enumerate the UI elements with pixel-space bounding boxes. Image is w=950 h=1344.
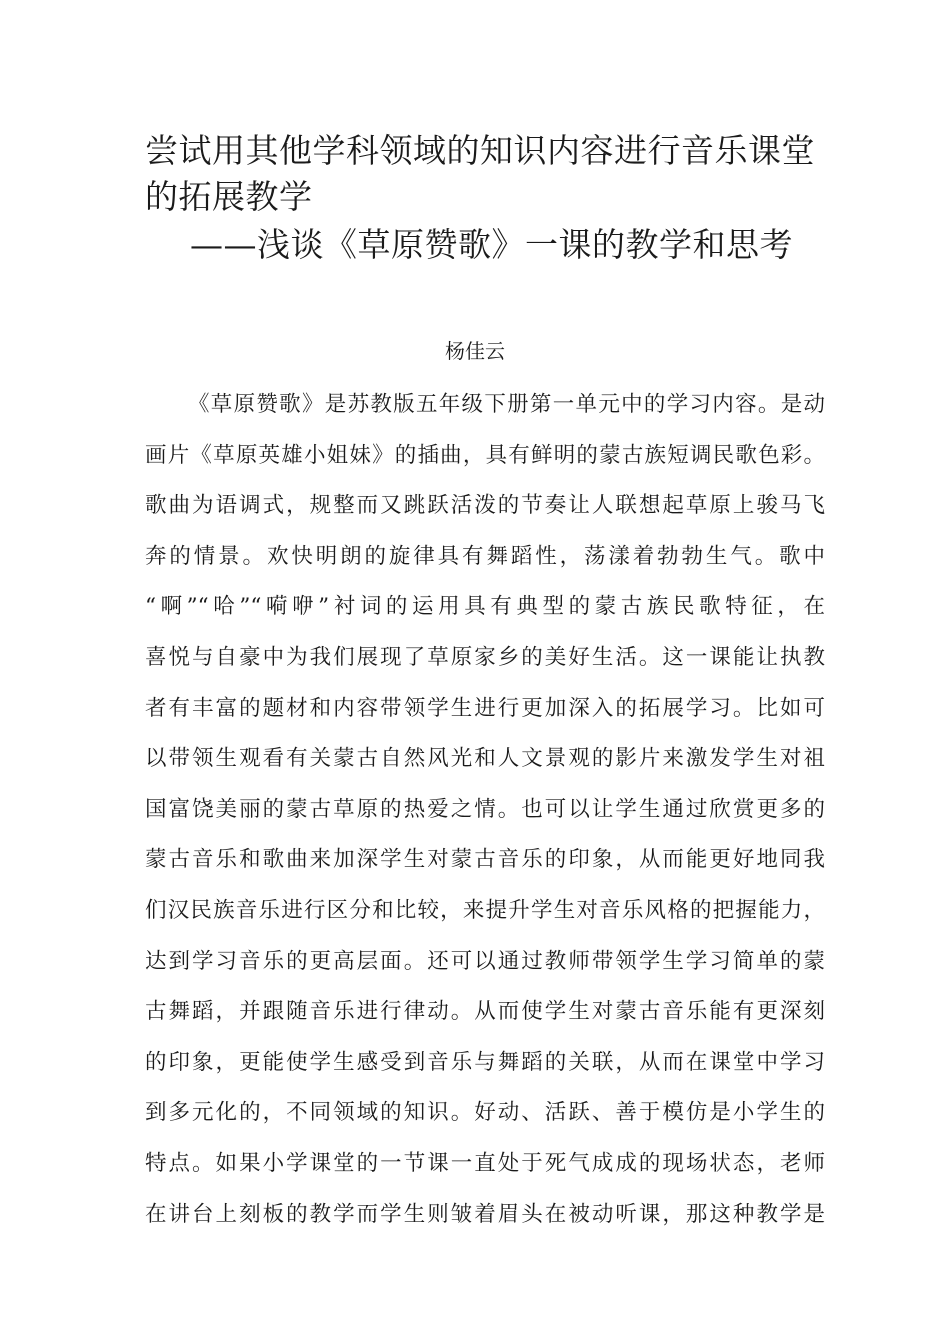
- body-line: 喜悦与自豪中为我们展现了草原家乡的美好生活。这一课能让执教: [145, 644, 825, 670]
- title-line: 尝试用其他学科领域的知识内容进行音乐课堂: [145, 131, 815, 170]
- document-subtitle: ——浅谈《草原赞歌》一课的教学和思考: [190, 225, 793, 264]
- body-line: 画片《草原英雄小姐妹》的插曲，具有鲜明的蒙古族短调民歌色彩。: [145, 442, 825, 468]
- body-line: 古舞蹈，并跟随音乐进行律动。从而使学生对蒙古音乐能有更深刻: [145, 999, 825, 1025]
- body-line: 者有丰富的题材和内容带领学生进行更加深入的拓展学习。比如可: [145, 695, 825, 721]
- body-line: 国富饶美丽的蒙古草原的热爱之情。也可以让学生通过欣赏更多的: [145, 796, 825, 822]
- body-line: 歌曲为语调式，规整而又跳跃活泼的节奏让人联想起草原上骏马飞: [145, 493, 825, 519]
- body-line: 到多元化的，不同领域的知识。好动、活跃、善于模仿是小学生的: [145, 1100, 825, 1126]
- title-line: 的拓展教学: [145, 177, 313, 216]
- body-line: 达到学习音乐的更高层面。还可以通过教师带领学生学习简单的蒙: [145, 948, 825, 974]
- body-line: 的印象，更能使学生感受到音乐与舞蹈的关联，从而在课堂中学习: [145, 1049, 825, 1075]
- body-text: [145, 380, 825, 1240]
- body-line: 们汉民族音乐进行区分和比较，来提升学生对音乐风格的把握能力，: [145, 897, 825, 923]
- body-line: “啊”“哈”“嗬咿”衬词的运用具有典型的蒙古族民歌特征，在: [145, 594, 825, 620]
- body-line: 蒙古音乐和歌曲来加深学生对蒙古音乐的印象，从而能更好地同我: [145, 847, 825, 873]
- document-title: [145, 128, 825, 220]
- body-line: 特点。如果小学课堂的一节课一直处于死气成成的现场状态，老师: [145, 1150, 825, 1176]
- body-line: 《草原赞歌》是苏教版五年级下册第一单元中的学习内容。是动: [188, 392, 825, 417]
- body-line: 奔的情景。欢快明朗的旋律具有舞蹈性，荡漾着勃勃生气。歌中: [145, 543, 825, 569]
- body-line: 在讲台上刻板的教学而学生则皱着眉头在被动听课，那这种教学是: [145, 1201, 825, 1227]
- body-line: 以带领生观看有关蒙古自然风光和人文景观的影片来激发学生对祖: [145, 746, 825, 772]
- author-name: 杨佳云: [445, 339, 505, 363]
